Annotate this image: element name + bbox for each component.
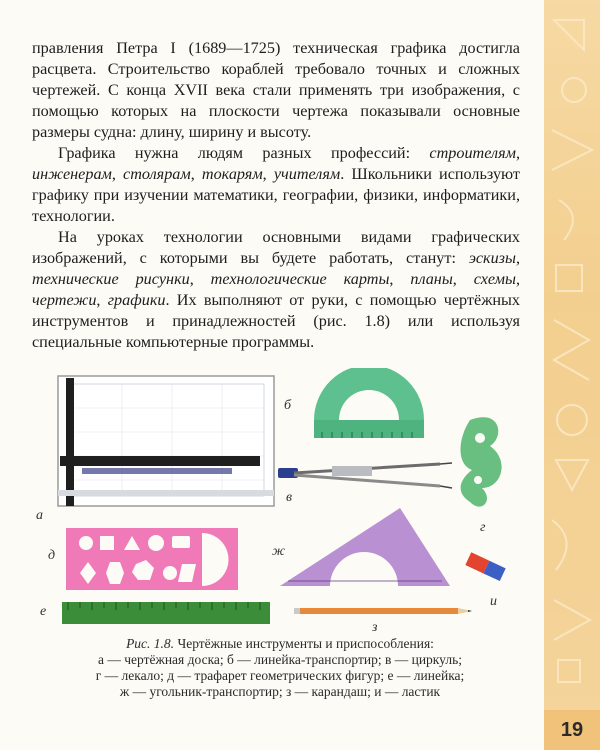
text-run: . Школьники используют графику при изучении математики, географии, физики, информатики, технологии.: [32, 165, 520, 225]
paragraph-2: [32, 143, 520, 227]
text-run: ,: [452, 270, 474, 288]
decorative-pattern: [544, 0, 600, 750]
set-square-illustration: [280, 508, 450, 586]
figure-label-i: и: [490, 594, 497, 609]
caption-number: Рис. 1.8.: [126, 636, 175, 651]
body-text: [32, 38, 520, 353]
text-run: ,: [515, 249, 520, 267]
text-run: ,: [111, 165, 124, 183]
caption-line-2: г — лекало; д — трафарет геометрических фигур; е — линейка;: [95, 668, 465, 683]
text-run: На уроках технологии основными видами графических изображений, с которыми вы будете работать, станут:: [32, 228, 520, 267]
italic-term: технические рисунки: [32, 270, 190, 288]
pencil-illustration: [294, 608, 472, 614]
paragraph-3: [32, 227, 520, 353]
figure-drawing-tools: [32, 368, 528, 638]
text-run: ,: [515, 144, 520, 162]
text-run: правления Петра I (1689—1725) техническая графика достигла расцвета. Строительство кораблей требовало точных и сложных чертежей. С конца XVII века стали применять три изображения, с помощью которых на плоскости чертежа показывали основные размеры судна: длину, ширину и высоту.: [32, 39, 520, 141]
figure-label-zh: ж: [272, 544, 286, 559]
text-run: ,: [190, 165, 202, 183]
figure-label-a: а: [36, 508, 43, 523]
italic-term: столярам: [123, 165, 191, 183]
ruler-illustration: [62, 602, 270, 624]
italic-term: чертежи: [32, 291, 97, 309]
italic-term: инженерам: [32, 165, 112, 183]
caption-title-text: Чертёжные инструменты и приспособления:: [177, 636, 434, 651]
figure-label-v: в: [286, 490, 293, 505]
figure-illustration: [32, 368, 528, 638]
italic-term: схемы: [473, 270, 516, 288]
figure-label-b: б: [284, 398, 292, 413]
text-run: ,: [515, 270, 521, 288]
figure-caption: [40, 636, 520, 700]
text-run: ,: [96, 291, 108, 309]
protractor-ruler-illustration: [314, 368, 424, 438]
figure-label-z: з: [372, 620, 378, 635]
french-curve-illustration: [461, 417, 502, 506]
italic-term: учителям: [273, 165, 341, 183]
caption-line-1: а — чертёжная доска; б — линейка-транспортир; в — циркуль;: [98, 652, 462, 667]
stencil-illustration: [66, 528, 238, 590]
text-run: ,: [389, 270, 411, 288]
text-run: . Их выполняют от руки, с помощью чертёжных инструментов и принадлежностей (рис. 1.8) или используя специальные компьютерные программы.: [32, 291, 521, 351]
italic-term: графики: [107, 291, 166, 309]
figure-label-g: г: [480, 520, 486, 535]
compass-illustration: [278, 463, 452, 488]
italic-term: эскизы: [468, 249, 516, 267]
caption-line-3: ж — угольник-транспортир; з — карандаш; и — ластик: [119, 684, 441, 699]
drawing-board-illustration: [58, 376, 274, 506]
eraser-illustration: [465, 552, 505, 581]
italic-term: технологические карты: [210, 270, 390, 288]
figure-label-e: е: [40, 604, 47, 619]
caption-title: [40, 636, 520, 652]
paragraph-1: [32, 38, 520, 143]
decorative-side-strip: [544, 0, 600, 750]
italic-term: токарям: [201, 165, 263, 183]
text-run: ,: [189, 270, 211, 288]
page-number: 19: [544, 710, 600, 750]
text-run: Графика нужна людям разных профессий:: [58, 144, 430, 162]
italic-term: планы: [410, 270, 453, 288]
italic-term: строителям: [429, 144, 516, 162]
figure-label-d: д: [48, 548, 56, 563]
text-run: ,: [262, 165, 274, 183]
